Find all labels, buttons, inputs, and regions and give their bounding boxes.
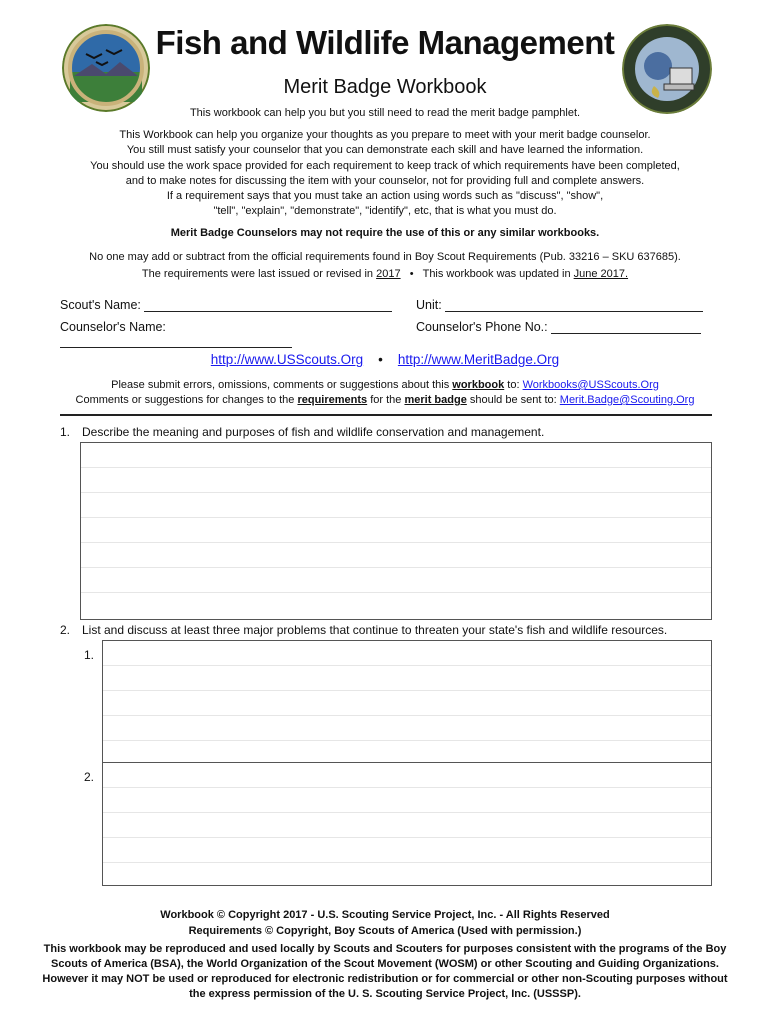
submit-merit-badge-word: merit badge: [404, 394, 467, 406]
updated-value: June 2017.: [573, 268, 629, 280]
intro-text: [0, 128, 770, 220]
submit-text: should be sent to:: [466, 394, 560, 406]
revision-note: [0, 267, 770, 282]
page-title: Fish and Wildlife Management: [155, 24, 615, 61]
counselor-name-row: [60, 320, 400, 348]
counselor-name-label: Counselor's Name:: [60, 320, 166, 334]
counselor-name-field[interactable]: [60, 347, 292, 348]
usage-notice: [0, 942, 770, 1002]
unit-label: Unit:: [416, 298, 442, 312]
intro-line: "tell", "explain", "demonstrate", "identify", etc, that is what you must do.: [213, 205, 557, 218]
usage-line: the express permission of the U. S. Scouting Service Project, Inc. (USSSP).: [189, 988, 581, 1000]
issued-year: 2017: [376, 268, 401, 280]
usscouts-link[interactable]: http://www.USScouts.Org: [210, 352, 364, 367]
intro-line: This Workbook can help you organize your thoughts as you prepare to meet with your merit badge counselor.: [119, 129, 651, 141]
submit-requirements-word: requirements: [297, 394, 368, 406]
bullet: •: [409, 268, 414, 280]
issued-prefix: The requirements were last issued or revised in: [141, 268, 377, 280]
copyright-line-2: Requirements © Copyright, Boy Scouts of America (Used with permission.): [188, 925, 582, 937]
submit-line-1: [0, 378, 770, 393]
intro-line: If a requirement says that you must take an action using words such as "discuss", "show",: [166, 190, 604, 203]
intro-line: and to make notes for discussing the item with your counselor, not for providing full and complete answers.: [125, 174, 645, 187]
submit-workbook-word: workbook: [452, 379, 505, 391]
merit-badge-email-link[interactable]: Merit.Badge@Scouting.Org: [559, 394, 695, 406]
no-one-note: No one may add or subtract from the official requirements found in Boy Scout Requirements (Pub. 33216 – SKU 637685).: [89, 251, 681, 263]
req-1-text: Describe the meaning and purposes of fish and wildlife conservation and management.: [82, 425, 545, 439]
submit-text: for the: [367, 394, 405, 406]
scout-name-field[interactable]: [144, 311, 392, 312]
req-1-number: 1.: [60, 425, 71, 439]
req-2-sub-2-answer-box[interactable]: [102, 762, 712, 886]
submit-text: Comments or suggestions for changes to the: [75, 394, 298, 406]
unit-field[interactable]: [445, 311, 703, 312]
req-1-answer-box[interactable]: [80, 442, 712, 620]
req-2-sub-1-number: 1.: [84, 648, 95, 662]
unit-row: [416, 298, 712, 312]
page-subtitle: Merit Badge Workbook: [283, 76, 487, 98]
bullet: •: [378, 352, 383, 367]
counselor-phone-field[interactable]: [551, 333, 701, 334]
req-2-sub-2-number: 2.: [84, 770, 95, 784]
submit-text: Please submit errors, omissions, comments or suggestions about this: [111, 379, 453, 391]
workbooks-email-link[interactable]: Workbooks@USScouts.Org: [522, 379, 659, 391]
scout-name-label: Scout's Name:: [60, 298, 141, 312]
req-2-number: 2.: [60, 623, 71, 637]
tagline: This workbook can help you but you still need to read the merit badge pamphlet.: [189, 107, 581, 119]
intro-line: You still must satisfy your counselor that you can demonstrate each skill and have learned the information.: [126, 144, 644, 157]
divider: [60, 414, 712, 416]
usage-line: This workbook may be reproduced and used locally by Scouts and Scouters for purposes consistent with the programs of the Boy: [43, 943, 727, 955]
counselor-note: Merit Badge Counselors may not require the use of this or any similar workbooks.: [170, 227, 600, 239]
usage-line: Scouts of America (BSA), the World Organization of the Scout Movement (WOSM) or other Scouting and Guiding Organizations.: [51, 958, 719, 970]
usage-line: However it may NOT be used or reproduced for electronic redistribution or for commercial or other non-Scouting purposes without: [42, 973, 728, 985]
req-2-text: List and discuss at least three major problems that continue to threaten your state's fish and wildlife resources.: [82, 623, 668, 637]
submit-line-2: [0, 393, 770, 408]
meritbadge-link[interactable]: http://www.MeritBadge.Org: [397, 352, 560, 367]
req-2-sub-1-answer-box[interactable]: [102, 640, 712, 764]
intro-line: You should use the work space provided for each requirement to keep track of which requirements have been completed,: [90, 159, 680, 172]
submit-text: to:: [504, 379, 523, 391]
scout-name-row: [60, 298, 400, 312]
links-row: [0, 352, 770, 367]
counselor-phone-row: [416, 320, 712, 334]
updated-prefix: This workbook was updated in: [422, 268, 574, 280]
counselor-phone-label: Counselor's Phone No.:: [416, 320, 548, 334]
copyright-line-1: Workbook © Copyright 2017 - U.S. Scouting Service Project, Inc. - All Rights Reserved: [160, 909, 610, 921]
